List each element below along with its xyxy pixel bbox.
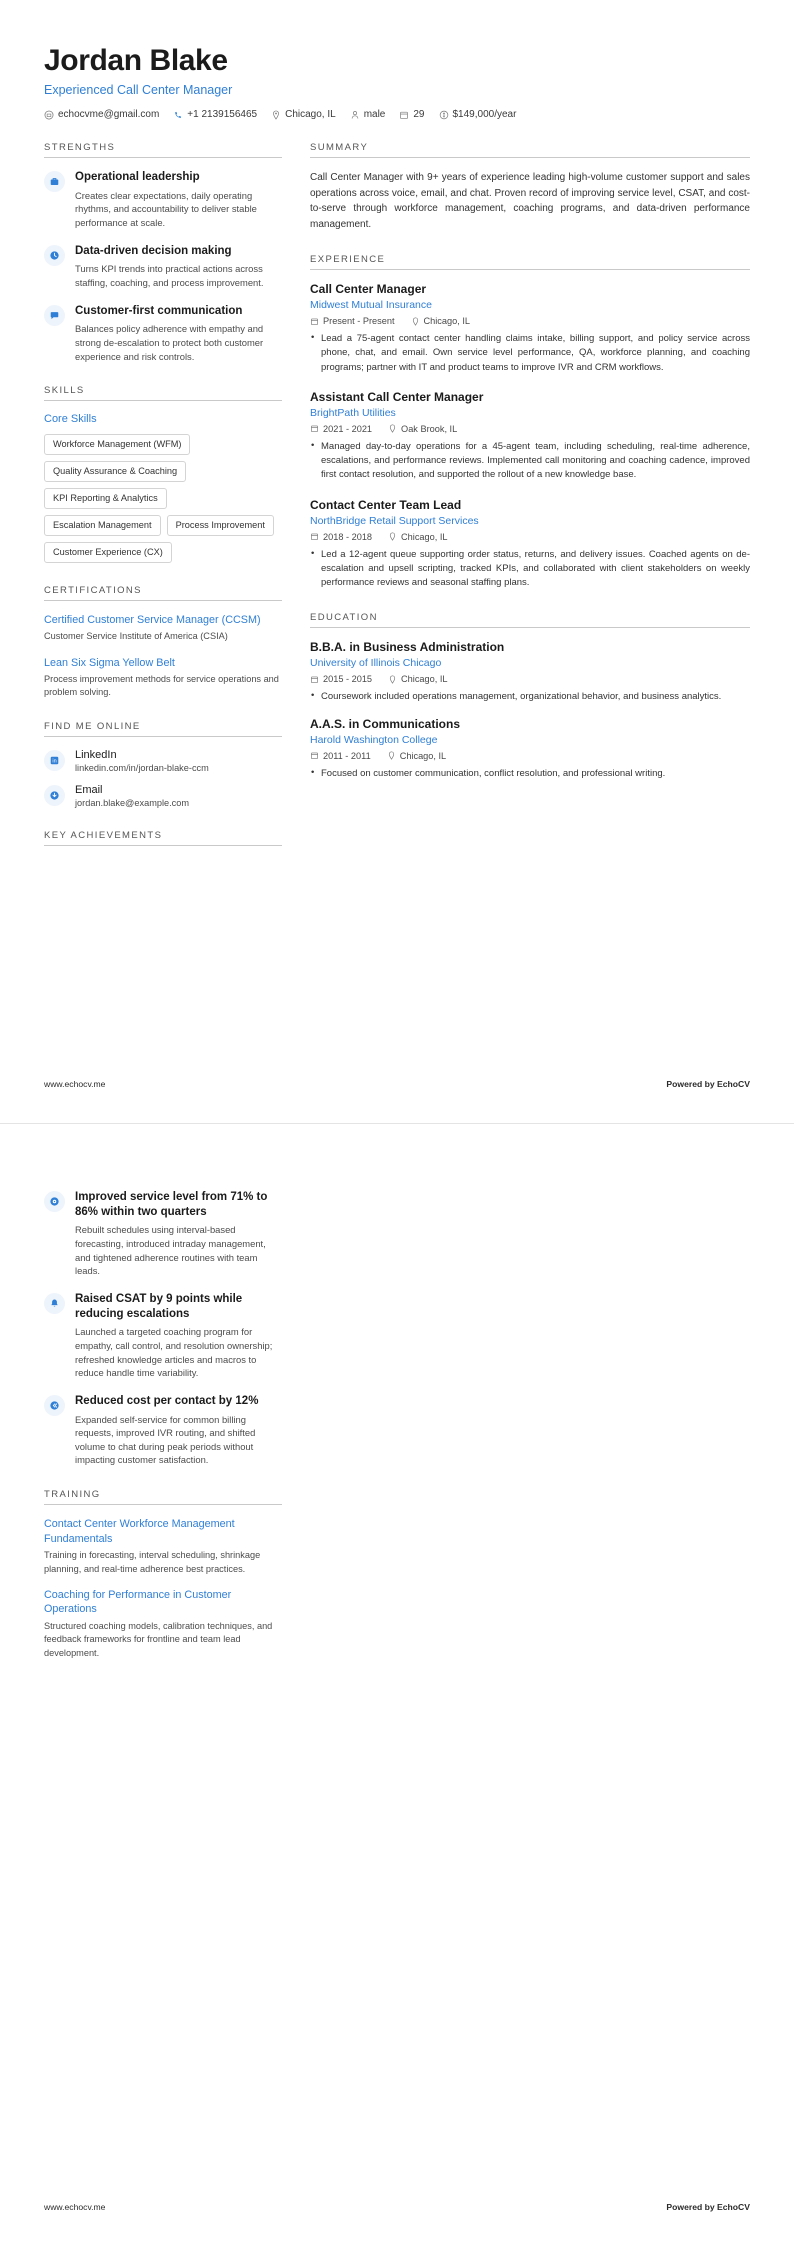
job-bullet: • Managed day-to-day operations for a 45-agent team, including scheduling, real-time adherence, escalations, and performance reviews. Implemented call monitoring and coaching cadence, improved first contact resolution, and supported the rollout of a new knowledge base.	[310, 440, 750, 483]
job-dates	[310, 424, 372, 434]
job-dates-text: 2018 - 2018	[323, 531, 373, 542]
strength-title: Customer-first communication	[75, 304, 243, 317]
education-location-text: Chicago, IL	[401, 674, 448, 685]
location-pin-icon	[387, 751, 396, 760]
job-dates-text: Present - Present	[323, 316, 395, 326]
money-icon	[439, 110, 449, 120]
section-title-training: TRAINING	[44, 1489, 282, 1505]
skill-chip: Process Improvement	[167, 515, 274, 536]
rewind-icon	[44, 1395, 65, 1416]
job-title: Contact Center Team Lead	[310, 497, 462, 512]
online-value: linkedin.com/in/jordan-blake-ccm	[75, 763, 209, 774]
education-location	[388, 674, 447, 684]
skill-chip: KPI Reporting & Analytics	[44, 488, 167, 509]
location-pin-icon	[271, 110, 281, 120]
skill-chip: Escalation Management	[44, 515, 161, 536]
section-title-experience: EXPERIENCE	[310, 254, 750, 270]
education-dates	[310, 674, 372, 684]
contact-location	[271, 109, 336, 120]
clock-icon	[44, 245, 65, 266]
online-item-email[interactable]	[44, 784, 282, 808]
job-dates-text: 2021 - 2021	[323, 423, 373, 434]
job-bullets	[310, 440, 750, 483]
contact-gender-text: male	[363, 109, 386, 120]
phone-icon	[173, 110, 183, 120]
section-title-certifications: CERTIFICATIONS	[44, 585, 282, 601]
education-degree: B.B.A. in Business Administration	[310, 640, 505, 655]
section-find-me-online	[44, 721, 282, 808]
training-name: Contact Center Workforce Management Fundamentals	[44, 1518, 235, 1545]
strength-desc: Turns KPI trends into practical actions across staffing, coaching, and process improvement.	[75, 263, 264, 288]
contact-phone	[173, 109, 257, 120]
strength-title: Data-driven decision making	[75, 244, 232, 257]
strength-title: Operational leadership	[75, 171, 200, 183]
location-pin-icon	[388, 675, 397, 684]
section-education	[310, 612, 750, 781]
job-meta	[310, 316, 750, 326]
job-bullets	[310, 548, 750, 591]
calendar-icon	[310, 424, 319, 433]
experience-item	[310, 498, 750, 591]
left-column	[44, 142, 282, 868]
online-item-linkedin[interactable]	[44, 749, 282, 773]
online-label: Email	[75, 784, 103, 797]
skill-chip-list	[44, 434, 282, 563]
contact-age	[399, 109, 424, 120]
section-title-summary: SUMMARY	[310, 142, 750, 158]
achievement-item	[44, 1292, 282, 1380]
contact-phone-text: +1 2139156465	[187, 109, 258, 120]
section-key-achievements-continued	[44, 1190, 282, 1467]
job-location	[411, 316, 470, 326]
location-pin-icon	[411, 317, 420, 326]
strength-item	[44, 304, 282, 364]
online-value: jordan.blake@example.com	[75, 798, 190, 809]
section-experience	[310, 254, 750, 590]
contact-row	[44, 109, 750, 120]
strength-item	[44, 170, 282, 230]
summary-text: Call Center Manager with 9+ years of experience leading high-volume customer support and sales operations across voice, email, and chat. Proven record of improving service level, CSAT, and cost-to-serve through workforce management, coaching programs, and data-driven performance management.	[310, 172, 750, 230]
linkedin-icon	[44, 750, 65, 771]
experience-item	[310, 390, 750, 483]
achievement-desc: Launched a targeted coaching program for empathy, call control, and resolution ownership; refreshed knowledge articles and macros to reduce handle time variability.	[75, 1326, 273, 1379]
job-dates	[310, 532, 372, 542]
job-location-text: Chicago, IL	[401, 531, 448, 542]
bell-icon	[44, 1293, 65, 1314]
job-meta	[310, 424, 750, 434]
contact-age-text: 29	[413, 109, 425, 120]
training-name: Coaching for Performance in Customer Operations	[44, 1588, 232, 1616]
calendar-icon	[310, 317, 319, 326]
education-school: Harold Washington College	[310, 733, 438, 746]
contact-gender	[350, 109, 386, 120]
achievement-title: Raised CSAT by 9 points while reducing escalations	[75, 1292, 243, 1320]
education-item	[310, 717, 750, 781]
certification-item	[44, 613, 282, 643]
skill-chip: Customer Experience (CX)	[44, 542, 172, 563]
education-item	[310, 640, 750, 704]
certification-desc: Customer Service Institute of America (CSIA)	[44, 631, 228, 642]
training-desc: Structured coaching models, calibration techniques, and feedback frameworks for frontline and team lead development.	[44, 1621, 273, 1658]
location-pin-icon	[388, 532, 397, 541]
page-footer	[44, 2202, 750, 2212]
education-meta	[310, 751, 750, 761]
resume-header	[44, 44, 750, 120]
job-company: NorthBridge Retail Support Services	[310, 514, 479, 527]
achievement-item	[44, 1190, 282, 1278]
online-label: LinkedIn	[75, 749, 117, 762]
footer-brand: Powered by EchoCV	[666, 1079, 750, 1089]
contact-location-text: Chicago, IL	[285, 109, 336, 120]
achievement-item	[44, 1394, 282, 1467]
skill-chip: Workforce Management (WFM)	[44, 434, 190, 455]
calendar-icon	[310, 675, 319, 684]
contact-email-text: echocvme@gmail.com	[58, 109, 160, 120]
education-bullets	[310, 690, 750, 704]
certification-desc: Process improvement methods for service operations and problem solving.	[44, 673, 279, 698]
target-icon	[44, 1191, 65, 1212]
calendar-icon	[310, 532, 319, 541]
left-column-page2	[44, 1190, 282, 1682]
job-location	[388, 532, 447, 542]
calendar-icon	[399, 110, 409, 120]
education-bullet: • Coursework included operations management, organizational behavior, and business analytics.	[310, 690, 750, 704]
headline: Experienced Call Center Manager	[44, 83, 233, 97]
strength-desc: Creates clear expectations, daily operating rhythms, and accountability to deliver stable performance at scale.	[75, 189, 257, 228]
education-bullets	[310, 767, 750, 781]
footer-site[interactable]: www.echocv.me	[44, 1079, 106, 1089]
job-title: Assistant Call Center Manager	[310, 389, 484, 404]
experience-item	[310, 282, 750, 375]
education-location	[387, 751, 446, 761]
chat-icon	[44, 305, 65, 326]
job-location-text: Oak Brook, IL	[401, 423, 458, 434]
strength-item	[44, 244, 282, 290]
contact-salary-text: $149,000/year	[452, 109, 517, 120]
job-title: Call Center Manager	[310, 282, 427, 296]
page-footer	[44, 1079, 750, 1089]
job-bullet: • Led a 12-agent queue supporting order status, returns, and delivery issues. Coached agents on de-escalation and upsell scripting, tracked KPIs, and collaborated with client stakeholders on weekly performance reviews and seasonal staffing plans.	[310, 548, 750, 591]
job-location-text: Chicago, IL	[423, 316, 470, 326]
achievement-desc: Rebuilt schedules using interval-based forecasting, introduced intraday management, and tightened adherence routines with team leads.	[75, 1224, 266, 1277]
section-key-achievements	[44, 830, 282, 846]
calendar-icon	[310, 751, 319, 760]
person-icon	[350, 110, 360, 120]
education-location-text: Chicago, IL	[399, 750, 447, 761]
achievement-desc: Expanded self-service for common billing requests, improved IVR routing, and shifted volume to chat during peak periods without impacting customer satisfaction.	[75, 1413, 256, 1466]
footer-site[interactable]: www.echocv.me	[44, 2202, 106, 2212]
education-degree: A.A.S. in Communications	[310, 716, 461, 731]
section-certifications	[44, 585, 282, 699]
contact-salary	[439, 109, 517, 120]
mail-icon	[44, 110, 54, 120]
certification-name: Certified Customer Service Manager (CCSM)	[44, 614, 261, 627]
job-dates	[310, 316, 395, 326]
skill-group-title: Core Skills	[44, 413, 97, 426]
section-training	[44, 1489, 282, 1660]
skill-chip: Quality Assurance & Coaching	[44, 461, 186, 482]
certification-item	[44, 656, 282, 700]
education-dates-text: 2015 - 2015	[323, 674, 373, 685]
job-location	[388, 424, 457, 434]
job-bullets	[310, 332, 750, 375]
section-title-skills: SKILLS	[44, 385, 282, 401]
contact-email	[44, 109, 159, 120]
location-pin-icon	[388, 424, 397, 433]
resume-page-2	[0, 1123, 794, 2246]
section-title-key-achievements: KEY ACHIEVEMENTS	[44, 830, 282, 846]
section-strengths	[44, 142, 282, 363]
job-meta	[310, 532, 750, 542]
job-company: Midwest Mutual Insurance	[310, 299, 432, 311]
training-item	[44, 1517, 282, 1576]
achievement-title: Improved service level from 71% to 86% within two quarters	[75, 1191, 268, 1218]
section-skills	[44, 385, 282, 563]
section-title-find-me-online: FIND ME ONLINE	[44, 721, 282, 737]
education-bullet: • Focused on customer communication, conflict resolution, and professional writing.	[310, 767, 750, 781]
section-summary	[310, 142, 750, 232]
section-title-education: EDUCATION	[310, 612, 750, 628]
job-bullet: • Lead a 75-agent contact center handling claims intake, billing support, and policy service across phone, chat, and email. Own service level performance, QA, workforce planning, and coaching programs; partner with IT and product teams to improve IVR and CRM workflows.	[310, 332, 750, 375]
svg-text:in: in	[52, 759, 57, 766]
education-school: University of Illinois Chicago	[310, 657, 442, 670]
education-dates	[310, 751, 371, 761]
strength-desc: Balances policy adherence with empathy and strong de-escalation to protect both customer experience and risk controls.	[75, 323, 264, 362]
email-icon	[44, 785, 65, 806]
achievement-title: Reduced cost per contact by 12%	[75, 1394, 259, 1407]
section-title-strengths: STRENGTHS	[44, 142, 282, 158]
page-title: Jordan Blake	[44, 44, 228, 77]
training-item	[44, 1588, 282, 1660]
briefcase-icon	[44, 171, 65, 192]
footer-brand: Powered by EchoCV	[666, 2202, 750, 2212]
education-dates-text: 2011 - 2011	[323, 750, 371, 761]
education-meta	[310, 674, 750, 684]
right-column	[310, 142, 750, 803]
certification-name: Lean Six Sigma Yellow Belt	[44, 656, 175, 669]
job-company: BrightPath Utilities	[310, 406, 396, 419]
training-desc: Training in forecasting, interval scheduling, shrinkage planning, and real-time adherence best practices.	[44, 1550, 261, 1574]
